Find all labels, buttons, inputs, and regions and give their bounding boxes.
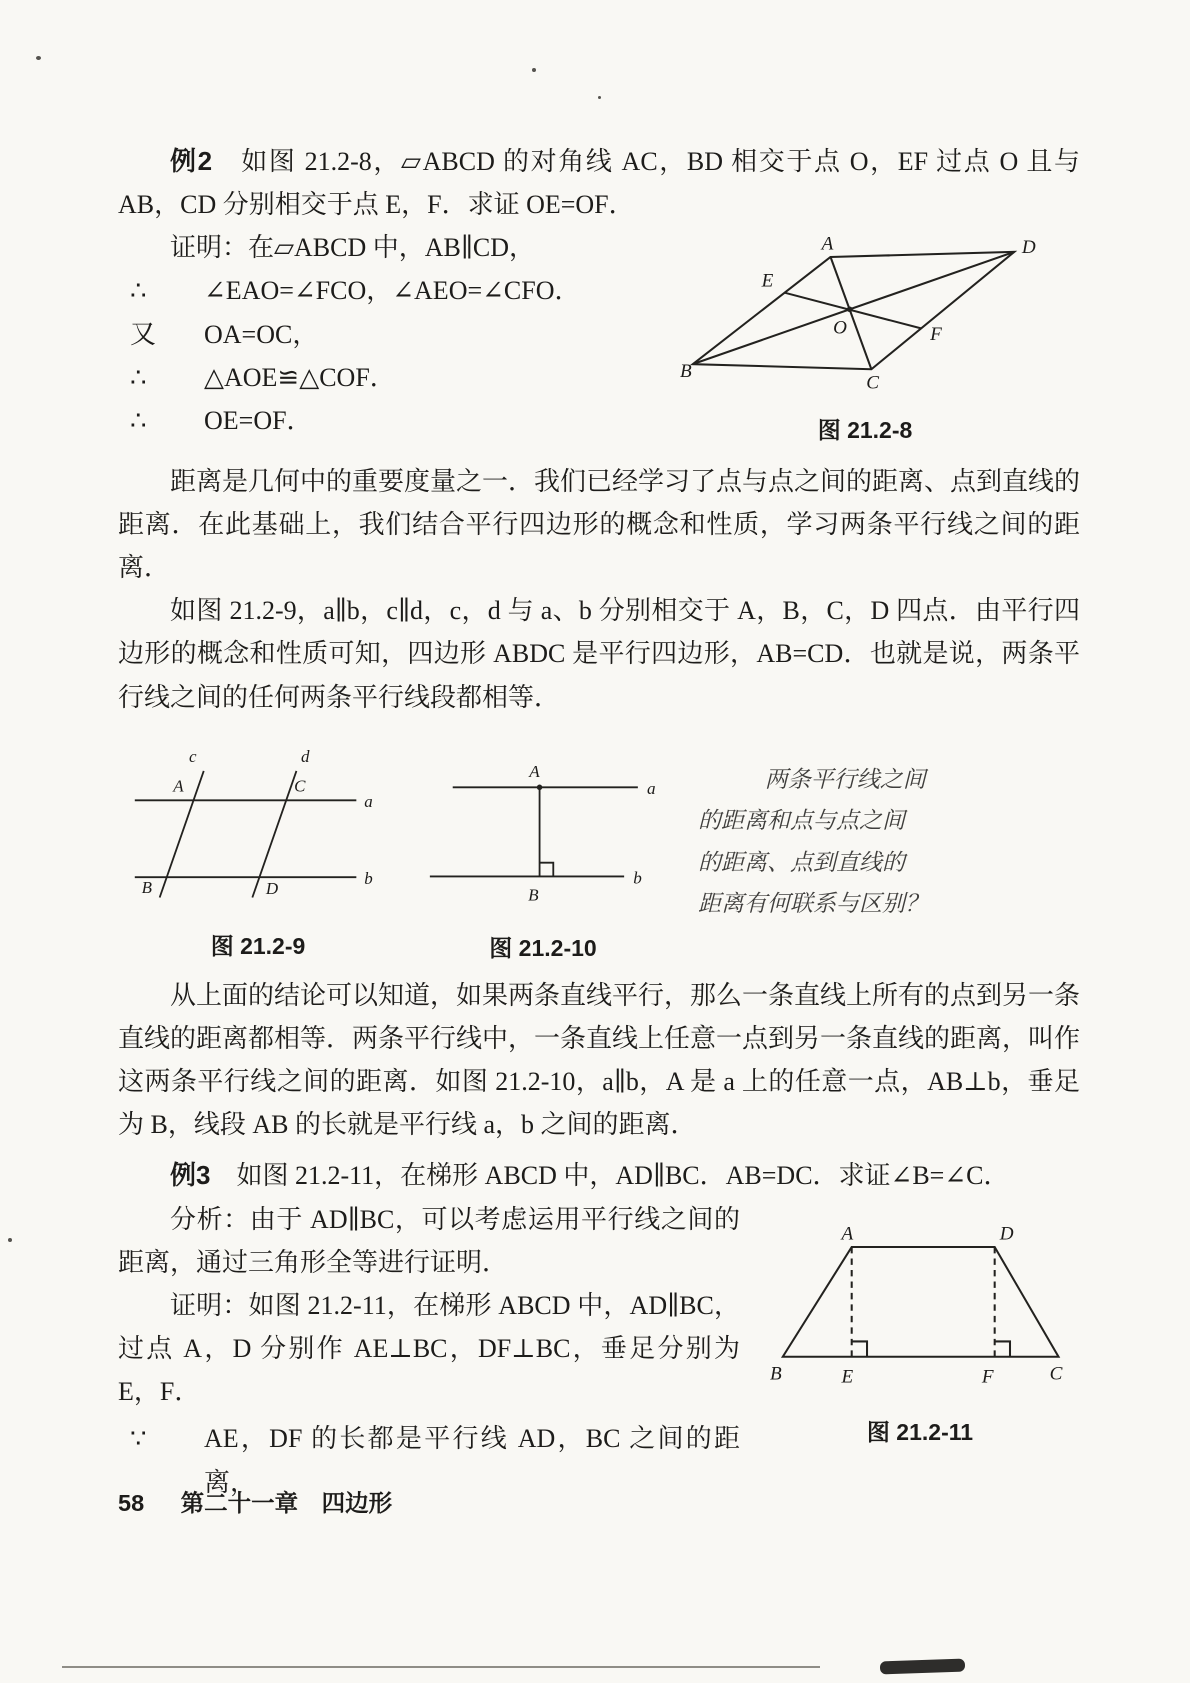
line-a-label: a [646, 778, 656, 798]
point-f-label: F [981, 1365, 994, 1387]
point-e-label: E [841, 1365, 854, 1387]
margin-note-line-1: 两条平行线之间 [764, 766, 926, 792]
proof-step-3 [118, 356, 650, 399]
vertex-a-label: A [821, 233, 834, 255]
proof-intro-line [118, 226, 650, 269]
therefore-symbol: ∴ [130, 276, 147, 306]
point-a-dot [537, 784, 542, 789]
scan-artifact-line [62, 1666, 820, 1668]
point-o-dot [847, 307, 853, 313]
figure-21-2-9-caption: 图 21.2-9 [210, 932, 306, 959]
figure-21-2-11 [740, 1198, 1080, 1448]
margin-note-line-2: 的距离和点与点之间 [698, 808, 905, 834]
figure-lines [135, 771, 357, 898]
analysis-text: 由于 AD∥BC，可以考虑运用平行线之间的距离，通过三角形全等进行证明． [118, 1204, 740, 1277]
segment-ef [785, 293, 922, 329]
proof-step-4-text: OE=OF． [204, 405, 313, 435]
line-b-label: b [364, 868, 373, 888]
margin-note-line-4: 距离有何联系与区别？ [698, 890, 928, 916]
line-d-label: d [300, 746, 310, 766]
vertex-d-label: D [1021, 237, 1036, 259]
diagonal-bd [693, 252, 1015, 364]
trapezoid-diagram [770, 1224, 1070, 1395]
because-symbol: ∵ [130, 1424, 147, 1454]
page-number: 58 [118, 1490, 145, 1516]
point-b-label: B [528, 885, 539, 905]
vertex-c-label: C [866, 372, 880, 394]
right-angle-mark-f [995, 1341, 1010, 1356]
paragraph-conclusion: 从上面的结论可以知道，如果两条直线平行，那么一条直线上所有的点到另一条直线的距离都相等．两条平行线中，一条直线上任意一点到另一条直线的距离，叫作这两条平行线之间的距离．如图 21.2-10，a∥b，A 是 a 上的任意一点，AB⊥b，垂足为 B，线段 AB 的长就是平行线 a，b 之间的距离． [118, 980, 1081, 1140]
parallel-lines-diagram [128, 737, 388, 909]
analysis-label: 分析： [170, 1204, 250, 1234]
figure-10-labels [528, 762, 655, 904]
ink-speck [598, 96, 601, 99]
proof-step-1 [118, 269, 650, 312]
proof-step-4 [118, 399, 650, 442]
ink-speck [8, 1238, 12, 1242]
point-f-label: F [930, 324, 942, 346]
example2-statement [118, 140, 1080, 226]
figure-21-2-8 [650, 226, 1080, 446]
paragraph-distance-intro: 距离是几何中的重要度量之一．我们已经学习了点与点之间的距离、点到直线的距离．在此基础上，我们结合平行四边形的概念和性质，学习两条平行线之间的距离． [118, 466, 1081, 583]
point-c-label: C [294, 776, 306, 796]
figure-lines [693, 252, 1015, 369]
proof-label: 证明： [170, 1290, 249, 1320]
proof-step-3-text: △AOE≌△COF． [204, 362, 396, 392]
vertex-b-label: B [680, 361, 692, 383]
page-footer [118, 1484, 392, 1518]
point-a-label: A [173, 776, 184, 796]
figures-row [128, 737, 950, 964]
example3-body [118, 1198, 1080, 1504]
page-content [118, 140, 1080, 1504]
point-e-label: E [761, 270, 774, 292]
figure-lines [430, 787, 638, 876]
therefore-symbol: ∴ [130, 362, 147, 392]
example2-label: 例2 [170, 146, 213, 176]
example3-statement [118, 1154, 1080, 1197]
example3-label: 例3 [170, 1160, 211, 1191]
point-b-label: B [141, 877, 152, 897]
figure-lines [783, 1247, 1059, 1357]
right-angle-mark [540, 863, 554, 877]
figure-21-2-8-caption: 图 21.2-8 [817, 416, 913, 443]
figure-21-2-10 [423, 737, 663, 964]
margin-note [698, 737, 950, 925]
proof-step-2 [118, 313, 650, 356]
trapezoid-abcd [783, 1247, 1059, 1357]
example3-statement-text: 如图 21.2-11，在梯形 ABCD 中，AD∥BC．AB=DC．求证∠B=∠C． [210, 1161, 1010, 1191]
scan-artifact-smudge [880, 1659, 965, 1675]
example-2-section [118, 140, 1080, 446]
vertex-d-label: D [999, 1222, 1014, 1244]
right-angle-mark-e [852, 1341, 867, 1356]
proof-intro-text: 在▱ABCD 中，AB∥CD， [248, 233, 535, 263]
proof-step-2-text: OA=OC， [204, 319, 319, 349]
line-a-label: a [364, 791, 373, 811]
proof-text: 如图 21.2-11，在梯形 ABCD 中，AD∥BC，过点 A，D 分别作 AE⊥BC，DF⊥BC，垂足分别为 E，F． [118, 1290, 740, 1407]
figure-9-labels [142, 747, 373, 898]
vertex-b-label: B [770, 1363, 782, 1385]
proof-label: 证明： [170, 233, 249, 263]
paragraph-figure9: 如图 21.2-9，a∥b，c∥d，c，d 与 a、b 分别相交于 A，B，C，D 四点．由平行四边形的概念和性质可知，四边形 ABDC 是平行四边形，AB=CD．也就是说，两条平行线之间的任何两条平行线段都相等． [118, 596, 1080, 712]
point-a-label: A [529, 761, 540, 781]
ink-speck [532, 68, 536, 72]
line-c-label: c [189, 746, 197, 766]
chapter-title: 第二十一章 四边形 [180, 1490, 393, 1516]
example2-statement-text: 如图 21.2-8，▱ABCD 的对角线 AC，BD 相交于点 O，EF 过点 O 且与 AB，CD 分别相交于点 E，F．求证 OE=OF． [118, 147, 1080, 220]
proof-step-1-text: ∠EAO=∠FCO，∠AEO=∠CFO． [204, 276, 581, 306]
also-symbol: 又 [130, 319, 157, 349]
line-b-label: b [633, 868, 642, 888]
vertex-a-label: A [841, 1222, 854, 1244]
figure-21-2-10-caption: 图 21.2-10 [489, 934, 597, 961]
point-o-label: O [833, 317, 847, 339]
example-3-section [118, 1154, 1080, 1503]
ink-speck [36, 56, 41, 60]
perpendicular-distance-diagram [423, 737, 663, 911]
because-text: AE，DF 的长都是平行线 AD，BC 之间的距离， [204, 1424, 740, 1497]
therefore-symbol: ∴ [130, 405, 147, 435]
figure-21-2-9 [128, 737, 388, 962]
point-d-label: D [265, 878, 279, 898]
parallelogram-diagram [680, 234, 1050, 392]
figure-21-2-11-caption: 图 21.2-11 [866, 1418, 974, 1445]
vertex-c-label: C [1049, 1363, 1063, 1385]
example2-proof [118, 226, 650, 442]
margin-note-line-3: 的距离、点到直线的 [698, 849, 905, 875]
example2-proof-row [118, 226, 1080, 446]
